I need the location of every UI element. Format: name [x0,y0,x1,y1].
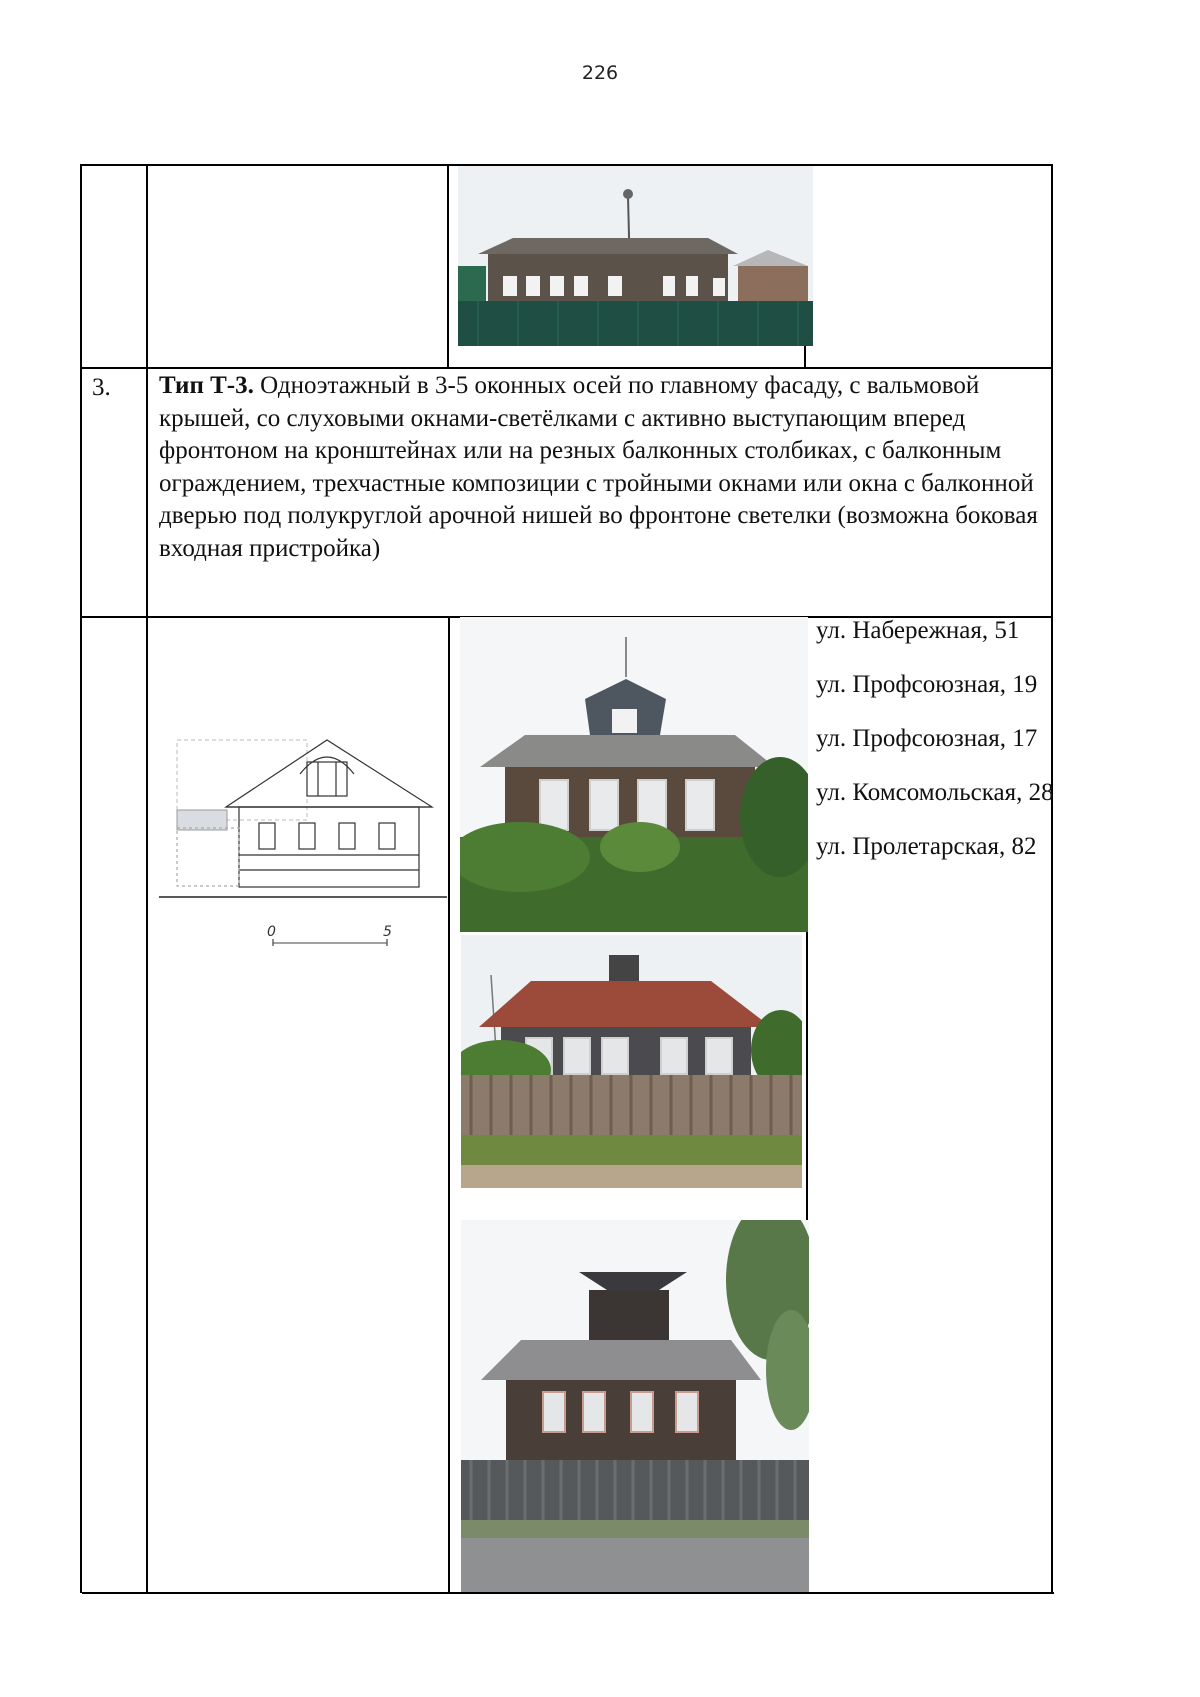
type-description-text: Одноэтажный в 3-5 оконных осей по главному фасаду, с вальмовой крышей, со слуховыми окнами-светёлками с активно выступающим вперед фронтоном на кронштейнах или на резных балконных столбиках, с балконным ограждением, трехчастные композиции с тройными окнами или окна с балконной дверью под полукруглой арочной нишей во фронтоне светелки (возможна боковая входная пристройка) [159,372,1038,562]
row-number: 3. [92,374,111,401]
house-photo-top [458,166,813,346]
table-left-border [80,164,82,1593]
column-divider [804,345,806,368]
house-photo-3 [461,1220,809,1592]
table-bottom-border [82,1592,1054,1594]
facade-elevation-drawing [155,730,455,950]
column-divider [447,164,449,368]
house-photo-2 [461,935,802,1188]
row-divider [80,367,1052,369]
scale-end-label: 5 [383,924,392,940]
column-divider [146,164,148,1593]
address-item: ул. Профсоюзная, 19 [816,671,1038,698]
type-label: Тип Т-3. [159,372,254,399]
house-photo-1 [460,617,808,932]
type-description [159,370,1059,565]
address-item: ул. Набережная, 51 [816,617,1020,644]
address-item: ул. Комсомольская, 28 [816,779,1054,806]
address-item: ул. Профсоюзная, 17 [816,725,1038,752]
address-item: ул. Пролетарская, 82 [816,833,1037,860]
page-number: 226 [581,62,619,84]
scale-start-label: 0 [267,924,276,940]
address-list [816,615,1056,885]
